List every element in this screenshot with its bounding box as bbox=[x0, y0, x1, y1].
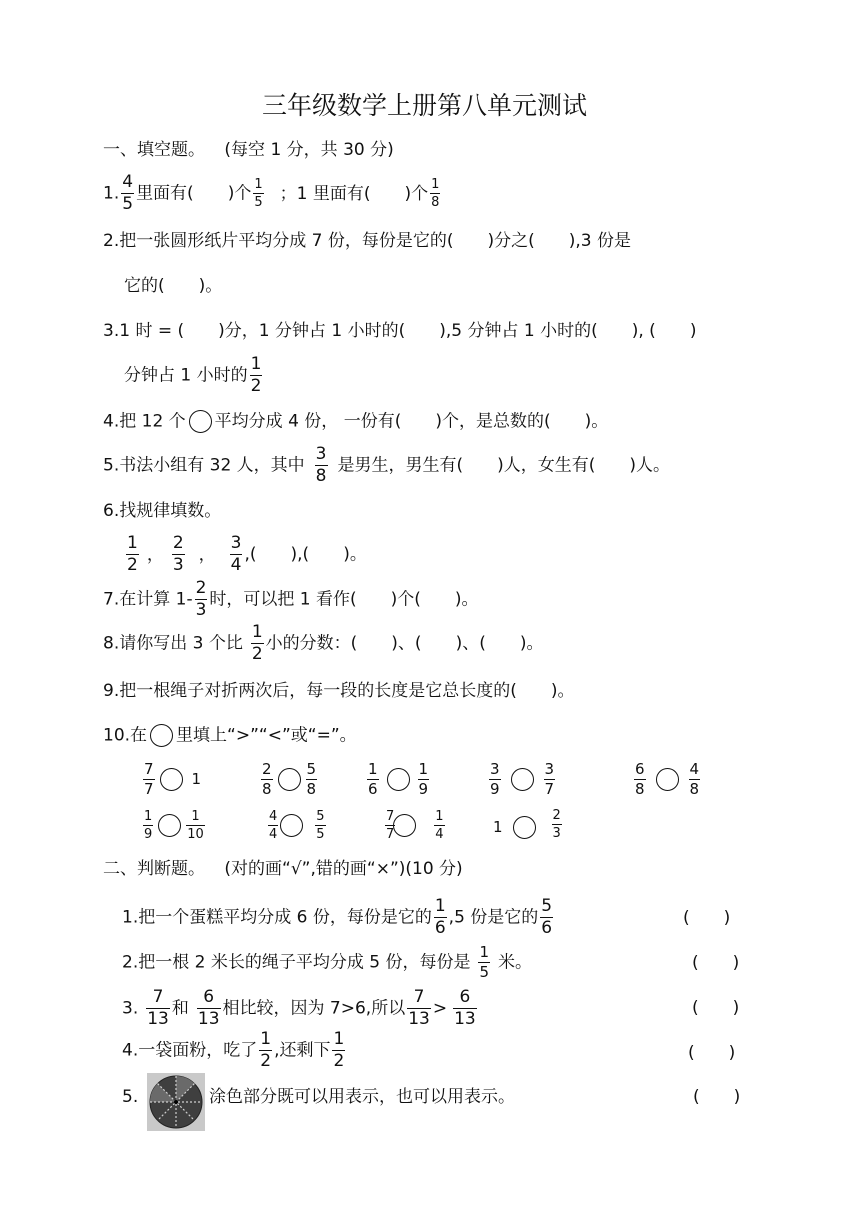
question-1 bbox=[103, 174, 442, 213]
question-5 bbox=[103, 446, 670, 485]
compare-left: $\frac{7}{7}$ bbox=[144, 760, 154, 798]
compare-item bbox=[365, 762, 431, 797]
q1-fraction-b: $\frac{1}{5}$ bbox=[254, 177, 263, 210]
judge-3 bbox=[122, 989, 479, 1028]
judge-1 bbox=[122, 898, 555, 937]
q8-text-b: 小的分数：( )、( )、( )。 bbox=[265, 633, 544, 654]
answer-paren[interactable]: ( ) bbox=[692, 998, 740, 1018]
q10-text-b: 里填上“>”“<”或“=”。 bbox=[176, 725, 357, 746]
q5-text-b: 是男生，男生有( )人，女生有( )人。 bbox=[337, 455, 671, 476]
q7-fraction: $\frac{2}{3}$ bbox=[195, 578, 207, 620]
j4-fraction-b: $\frac{1}{2}$ bbox=[333, 1029, 345, 1071]
q7-text-b: 时，可以把 1 看作( )个( )。 bbox=[209, 589, 479, 610]
q5-fraction: $\frac{3}{8}$ bbox=[315, 444, 327, 486]
compare-left: $\frac{6}{8}$ bbox=[635, 760, 645, 798]
q10-text-a: 10.在 bbox=[103, 725, 148, 746]
compare-left: 1 bbox=[493, 818, 503, 836]
compare-item bbox=[259, 762, 319, 797]
compare-right: $\frac{1}{10}$ bbox=[187, 809, 204, 842]
j4-fraction-a: $\frac{1}{2}$ bbox=[260, 1029, 272, 1071]
compare-right: $\frac{2}{3}$ bbox=[552, 808, 561, 841]
q6-fraction-c: $\frac{3}{4}$ bbox=[230, 533, 242, 575]
question-6-sequence bbox=[124, 535, 367, 574]
section2-score: (对的画“√”,错的画“×”)(10 分) bbox=[224, 859, 463, 879]
judge-2 bbox=[122, 945, 532, 980]
compare-circle-icon[interactable] bbox=[387, 768, 410, 791]
j3-fraction-a: $\frac{7}{13}$ bbox=[147, 987, 169, 1029]
compare-item bbox=[487, 762, 557, 797]
section2-title: 二、判断题。 bbox=[103, 859, 205, 879]
question-8 bbox=[103, 624, 543, 663]
section1-title: 一、填空题。 bbox=[103, 140, 205, 160]
shaded-circle-image bbox=[147, 1073, 205, 1131]
answer-paren[interactable]: ( ) bbox=[693, 1087, 741, 1107]
compare-item bbox=[266, 810, 328, 841]
q1-number: 1. bbox=[103, 183, 120, 204]
q1-fraction-c: $\frac{1}{8}$ bbox=[431, 177, 440, 210]
compare-circle-icon[interactable] bbox=[393, 814, 416, 837]
compare-circle-icon[interactable] bbox=[158, 814, 181, 837]
question-6-line-1: 6.找规律填数。 bbox=[103, 501, 222, 521]
j3-text-b: 相比较，因为 7>6,所以 bbox=[222, 998, 406, 1019]
j2-text-b: 米。 bbox=[498, 952, 533, 973]
q4-text-a: 4.把 12 个 bbox=[103, 411, 186, 432]
answer-paren[interactable]: ( ) bbox=[692, 953, 740, 973]
question-7 bbox=[103, 580, 479, 619]
j2-text-a: 2.把一根 2 米长的绳子平均分成 5 份，每份是 bbox=[122, 952, 471, 973]
compare-circle-icon[interactable] bbox=[513, 816, 536, 839]
compare-left: $\frac{2}{8}$ bbox=[262, 760, 272, 798]
judge-5-number: 5. bbox=[122, 1087, 139, 1107]
compare-right: $\frac{1}{4}$ bbox=[435, 809, 444, 842]
judge-4 bbox=[122, 1031, 347, 1070]
section1-heading bbox=[103, 142, 394, 159]
compare-circle-icon[interactable] bbox=[280, 814, 303, 837]
compare-item bbox=[141, 762, 201, 797]
compare-item bbox=[632, 762, 702, 797]
compare-circle-icon[interactable] bbox=[160, 768, 183, 791]
judge-5-text: 涂色部分既可以用表示，也可以用表示。 bbox=[209, 1087, 515, 1107]
q6-sep-a: ， bbox=[146, 544, 164, 565]
compare-right: $\frac{1}{9}$ bbox=[418, 760, 429, 798]
j3-fraction-c: $\frac{7}{13}$ bbox=[408, 987, 430, 1029]
j3-fraction-b: $\frac{6}{13}$ bbox=[197, 987, 220, 1029]
compare-circle-icon[interactable] bbox=[511, 768, 534, 791]
q1-text-a: 里面有( )个 bbox=[136, 183, 252, 204]
j4-text-a: 4.一袋面粉，吃了 bbox=[122, 1040, 258, 1061]
compare-left: $\frac{1}{6}$ bbox=[368, 760, 378, 798]
question-9: 9.把一根绳子对折两次后，每一段的长度是它总长度的( )。 bbox=[103, 681, 575, 701]
compare-circle-icon[interactable] bbox=[278, 768, 301, 791]
compare-left: $\frac{4}{4}$ bbox=[269, 809, 278, 842]
compare-right: 1 bbox=[191, 770, 202, 788]
question-3-line-2 bbox=[124, 356, 264, 395]
compare-right: $\frac{5}{8}$ bbox=[306, 760, 317, 798]
compare-right: $\frac{3}{7}$ bbox=[544, 760, 555, 798]
section1-score: (每空 1 分，共 30 分) bbox=[224, 140, 394, 160]
answer-paren[interactable]: ( ) bbox=[683, 908, 731, 928]
q3-text: 分钟占 1 小时的 bbox=[124, 365, 248, 386]
question-2-line-1: 2.把一张圆形纸片平均分成 7 份，每份是它的( )分之( ),3 份是 bbox=[103, 231, 631, 251]
compare-left: $\frac{3}{9}$ bbox=[490, 760, 500, 798]
question-4 bbox=[103, 410, 608, 433]
q8-text-a: 8.请你写出 3 个比 bbox=[103, 633, 243, 654]
j3-fraction-d: $\frac{6}{13}$ bbox=[454, 987, 476, 1029]
section2-heading bbox=[103, 861, 463, 878]
circle-icon bbox=[150, 724, 173, 747]
question-10 bbox=[103, 724, 357, 747]
compare-circle-icon[interactable] bbox=[656, 768, 679, 791]
q3-fraction: $\frac{1}{2}$ bbox=[250, 354, 262, 396]
q6-tail: ,( ),( )。 bbox=[244, 544, 367, 565]
answer-paren[interactable]: ( ) bbox=[688, 1043, 736, 1063]
question-3-line-1: 3.1 时 = ( )分，1 分钟占 1 小时的( ),5 分钟占 1 小时的( ), ( ) bbox=[103, 321, 697, 341]
page-title: 三年级数学上册第八单元测试 bbox=[262, 91, 588, 120]
q6-sep-b: ， bbox=[198, 544, 216, 565]
j1-fraction-b: $\frac{5}{6}$ bbox=[541, 896, 553, 938]
q6-fraction-a: $\frac{1}{2}$ bbox=[127, 533, 138, 575]
question-2-line-2: 它的( )。 bbox=[124, 276, 223, 296]
compare-item bbox=[383, 810, 447, 841]
q5-text-a: 5.书法小组有 32 人，其中 bbox=[103, 455, 305, 476]
j4-text-b: ,还剩下 bbox=[274, 1040, 331, 1061]
q7-text-a: 7.在计算 1- bbox=[103, 589, 193, 610]
q8-fraction: $\frac{1}{2}$ bbox=[251, 622, 263, 664]
j1-text-a: 1.把一个蛋糕平均分成 6 份，每份是它的 bbox=[122, 907, 432, 928]
circle-icon bbox=[189, 410, 212, 433]
compare-left: $\frac{1}{9}$ bbox=[144, 809, 153, 842]
j3-gt: > bbox=[432, 998, 448, 1019]
j3-text-a: 和 bbox=[171, 998, 189, 1019]
j3-number: 3. bbox=[122, 998, 139, 1019]
q1-text-b: ；1 里面有( )个 bbox=[279, 183, 429, 204]
j1-fraction-a: $\frac{1}{6}$ bbox=[434, 896, 446, 938]
compare-item bbox=[141, 810, 207, 841]
compare-left: $\frac{7}{7}$ bbox=[386, 809, 395, 842]
pie-icon bbox=[147, 1073, 205, 1131]
j1-text-b: ,5 份是它的 bbox=[448, 907, 539, 928]
compare-right: $\frac{4}{8}$ bbox=[689, 760, 700, 798]
q4-text-b: 平均分成 4 份， 一份有( )个，是总数的( )。 bbox=[214, 411, 609, 432]
q6-fraction-b: $\frac{2}{3}$ bbox=[172, 533, 184, 575]
compare-item bbox=[493, 808, 564, 841]
compare-right: $\frac{5}{5}$ bbox=[316, 809, 325, 842]
q1-fraction-a: $\frac{4}{5}$ bbox=[122, 172, 134, 214]
j2-fraction: $\frac{1}{5}$ bbox=[479, 943, 490, 981]
